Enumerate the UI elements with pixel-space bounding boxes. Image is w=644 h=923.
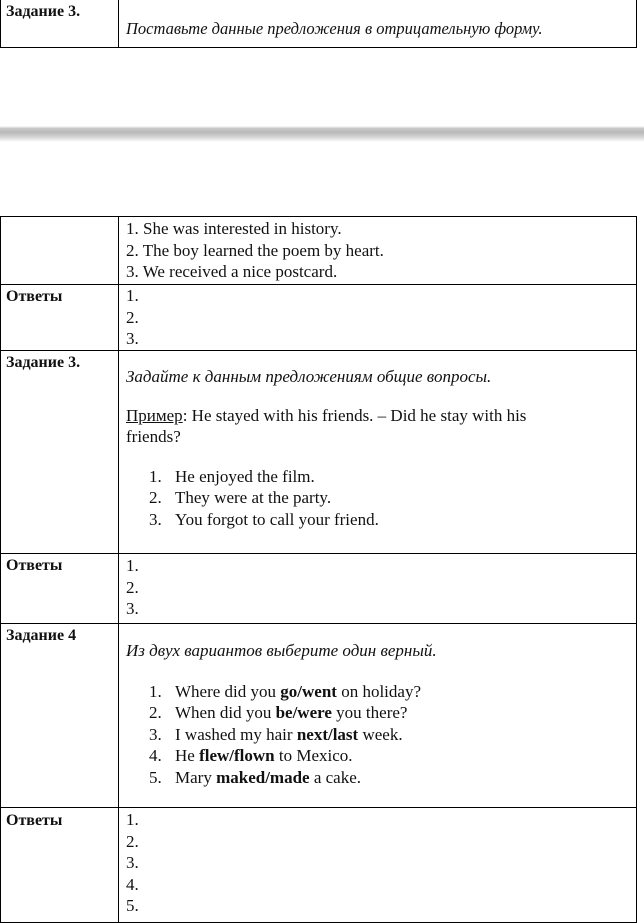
answers-row (1, 285, 637, 351)
list-item (126, 745, 630, 767)
item-text-after: a cake. (309, 767, 362, 787)
answer-line[interactable]: 3. (126, 599, 139, 618)
answer-line[interactable]: 1. (126, 286, 139, 305)
answer-line[interactable]: 2. (126, 577, 139, 597)
item-text: They were at the party. (175, 488, 332, 507)
answer-line[interactable]: 1. (126, 810, 139, 829)
answer-line[interactable]: 2. (126, 307, 139, 327)
answer-line[interactable]: 1. (126, 556, 139, 575)
item-text-before: Where did you (175, 681, 281, 701)
sentence-item: 3. We received a nice postcard. (126, 262, 338, 281)
sentence-item: 1. She was interested in history. (126, 219, 342, 238)
item-text: He enjoyed the film. (175, 466, 315, 486)
item-choice: flew/flown (199, 746, 275, 765)
item-choice: maked/made (216, 767, 310, 787)
empty-label-cell (1, 217, 119, 285)
item-choice: go/went (280, 681, 337, 701)
top-task-row (1, 0, 637, 48)
list-item (126, 724, 630, 746)
answer-line[interactable]: 3. (126, 853, 139, 872)
exercise-table (0, 216, 637, 923)
item-number: 4. (149, 746, 162, 765)
answer-line[interactable]: 2. (126, 831, 139, 851)
task-instruction (119, 0, 637, 48)
item-text-after: on holiday? (336, 681, 421, 701)
task3-cell (119, 351, 637, 554)
item-number: 2. (149, 703, 162, 722)
item-text-before: Mary (175, 767, 217, 787)
item-choice: be/were (275, 703, 332, 722)
top-task-table (0, 0, 637, 48)
task-label: Задание 3. (1, 0, 119, 48)
task3-list (126, 466, 630, 531)
answers-cell (119, 554, 637, 624)
answer-line[interactable]: 4. (126, 874, 139, 894)
task4-row (1, 624, 637, 808)
sentences-row (1, 217, 637, 285)
item-text-before: He (175, 746, 200, 765)
task4-list (126, 681, 630, 789)
item-text: You forgot to call your friend. (175, 509, 379, 529)
answers-row (1, 554, 637, 624)
task4-instruction: Из двух вариантов выберите один верный. (126, 641, 437, 660)
item-number: 1. (149, 466, 162, 486)
example-line (126, 405, 630, 427)
task4-label: Задание 4 (1, 624, 119, 808)
task-instruction-text: Поставьте данные предложения в отрицательную форму. (126, 19, 543, 38)
answers-cell (119, 808, 637, 923)
item-number: 5. (149, 767, 162, 787)
page-separator (0, 126, 644, 142)
example-label: Пример (126, 405, 183, 425)
task3-label: Задание 3. (1, 351, 119, 554)
answer-line[interactable]: 5. (126, 896, 139, 915)
sentence-item: 2. The boy learned the poem by heart. (126, 240, 384, 260)
item-number: 2. (149, 488, 162, 507)
task3-row (1, 351, 637, 554)
item-text-before: I washed my hair (175, 724, 297, 744)
answers-cell (119, 285, 637, 351)
list-item (126, 702, 630, 724)
item-text-before: When did you (175, 703, 276, 722)
answers-label: Ответы (1, 808, 119, 923)
item-number: 1. (149, 681, 162, 701)
example-text: : He stayed with his friends. – Did he stay with his (182, 405, 527, 425)
list-item (126, 466, 630, 488)
list-item (126, 767, 630, 789)
item-text-after: week. (358, 724, 403, 744)
item-number: 3. (149, 724, 162, 744)
list-item (126, 487, 630, 509)
answers-label: Ответы (1, 285, 119, 351)
sentences-cell (119, 217, 637, 285)
item-number: 3. (149, 509, 162, 529)
list-item (126, 509, 630, 531)
answer-line[interactable]: 3. (126, 329, 139, 348)
list-item (126, 681, 630, 703)
task4-cell (119, 624, 637, 808)
example-line-cont: friends? (126, 427, 181, 446)
answers-label: Ответы (1, 554, 119, 624)
answers-row (1, 808, 637, 923)
item-text-after: to Mexico. (274, 746, 353, 765)
task3-instruction: Задайте к данным предложениям общие вопросы. (126, 367, 492, 386)
item-text-after: you there? (331, 703, 408, 722)
item-choice: next/last (296, 724, 359, 744)
